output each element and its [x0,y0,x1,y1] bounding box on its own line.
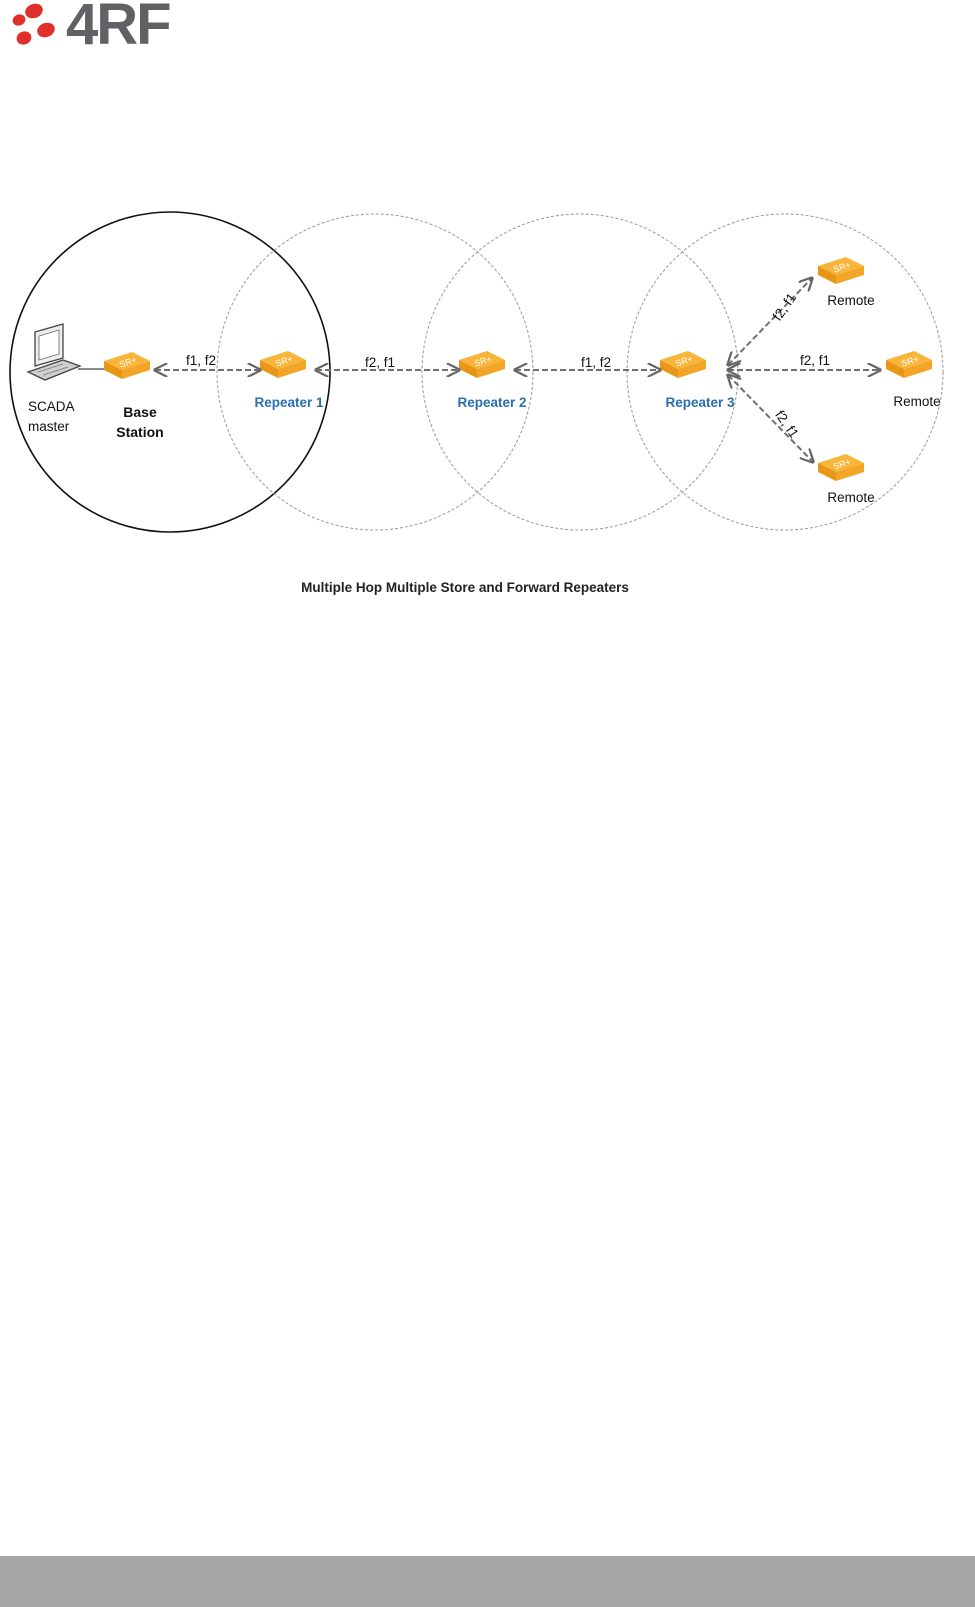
link-label-6: f2, f1 [772,407,802,441]
logo-text: 4RF [66,0,170,57]
repeater-3-label: Repeater 3 [665,395,735,410]
footer-bar [0,1556,975,1607]
link-repeater-3-remote-1 [728,278,812,365]
repeater-2-device-icon [459,351,505,378]
repeater-1-device-icon [260,351,306,378]
svg-text:SR+: SR+ [118,354,139,370]
logo-dots-icon [10,2,60,48]
repeater-3-device-icon [660,351,706,378]
remote-1-device-icon [818,257,864,284]
svg-text:SR+: SR+ [473,353,494,369]
remote-3-label: Remote [827,490,875,505]
remote-1-label: Remote [827,293,875,308]
remote-3-device-icon [818,454,864,481]
laptop-icon [28,324,80,380]
link-label-3: f1, f2 [581,355,612,370]
base-station-device-icon [104,352,150,379]
link-label-4: f2, f1 [769,290,800,324]
scada-label-line2: master [28,419,70,434]
repeater-1-label: Repeater 1 [254,395,324,410]
link-label-1: f1, f2 [186,353,217,368]
link-repeater-3-remote-3 [728,375,813,462]
svg-text:SR+: SR+ [832,456,853,472]
network-diagram [0,210,975,610]
link-label-5: f2, f1 [800,353,831,368]
repeater-2-label: Repeater 2 [457,395,527,410]
diagram-caption: Multiple Hop Multiple Store and Forward Repeaters [301,580,629,595]
svg-text:SR+: SR+ [832,259,853,275]
base-station-label-line2: Station [116,424,164,440]
link-label-2: f2, f1 [365,355,396,370]
scada-label-line1: SCADA [28,399,75,414]
remote-2-label: Remote [893,394,941,409]
svg-text:SR+: SR+ [674,353,695,369]
remote-2-device-icon [886,351,932,378]
svg-text:SR+: SR+ [274,353,295,369]
company-logo [10,0,185,57]
svg-text:SR+: SR+ [900,353,921,369]
base-station-label-line1: Base [123,404,157,420]
